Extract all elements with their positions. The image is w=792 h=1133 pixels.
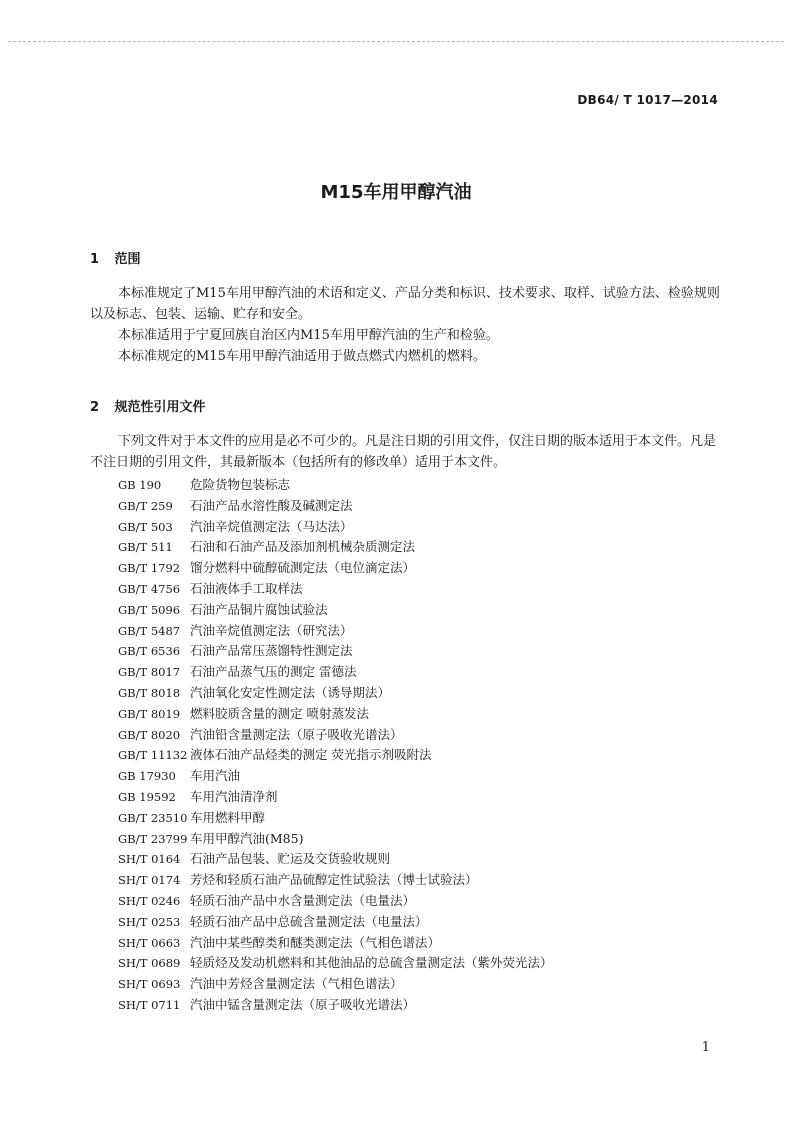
reference-title: 车用汽油清净剂 xyxy=(190,788,278,804)
reference-title: 石油液体手工取样法 xyxy=(190,580,303,596)
reference-item xyxy=(118,537,553,558)
reference-code: SH/T 0711 xyxy=(118,997,181,1012)
section-2-heading xyxy=(90,396,206,415)
reference-item xyxy=(118,974,553,995)
reference-title: 馏分燃料中硫醇硫测定法（电位滴定法） xyxy=(190,560,416,576)
reference-item xyxy=(118,787,553,808)
reference-item xyxy=(118,725,553,746)
document-code: DB64/ T 1017—2014 xyxy=(577,93,718,107)
reference-item xyxy=(118,579,553,600)
reference-code: GB/T 23510 xyxy=(118,810,188,825)
section-title: 范围 xyxy=(114,252,141,267)
reference-code: GB/T 5096 xyxy=(118,602,181,617)
reference-title: 轻质石油产品中总硫含量测定法（电量法） xyxy=(190,913,428,929)
reference-title: 轻质烃及发动机燃料和其他油品的总硫含量测定法（紫外荧光法） xyxy=(190,955,553,971)
reference-title: 汽油铅含量测定法（原子吸收光谱法） xyxy=(190,726,403,742)
reference-code: GB/T 5487 xyxy=(118,623,181,638)
reference-title: 燃料胶质含量的测定 喷射蒸发法 xyxy=(190,705,369,721)
reference-code: GB 190 xyxy=(118,478,162,492)
reference-title: 车用甲醇汽油(M85) xyxy=(190,830,304,846)
reference-item xyxy=(118,933,553,954)
reference-title: 汽油辛烷值测定法（研究法） xyxy=(190,622,353,638)
reference-item xyxy=(118,558,553,579)
reference-code: SH/T 0246 xyxy=(118,893,181,908)
reference-code: SH/T 0663 xyxy=(118,935,181,950)
reference-item xyxy=(118,517,553,538)
reference-item xyxy=(118,829,553,850)
reference-item xyxy=(118,475,553,496)
reference-code: GB/T 8019 xyxy=(118,706,181,721)
reference-title: 石油和石油产品及添加剂机械杂质测定法 xyxy=(190,539,416,555)
reference-item xyxy=(118,766,553,787)
reference-item xyxy=(118,662,553,683)
reference-code: GB/T 8017 xyxy=(118,665,181,680)
normative-references-list xyxy=(118,475,553,1016)
reference-code: GB/T 1792 xyxy=(118,561,181,576)
reference-title: 石油产品蒸气压的测定 雷德法 xyxy=(190,664,357,680)
reference-code: SH/T 0253 xyxy=(118,914,181,929)
reference-title: 芳烃和轻质石油产品硫醇定性试验法（博士试验法） xyxy=(190,872,478,888)
reference-title: 汽油氧化安定性测定法（诱导期法） xyxy=(190,684,391,700)
reference-title: 轻质石油产品中水含量测定法（电量法） xyxy=(190,892,416,908)
reference-item xyxy=(118,641,553,662)
scan-top-rule xyxy=(8,41,784,42)
reference-title: 石油产品铜片腐蚀试验法 xyxy=(190,601,328,617)
reference-item xyxy=(118,912,553,933)
page-number: 1 xyxy=(701,1040,710,1055)
reference-item xyxy=(118,995,553,1016)
section-1-paragraph-2: 本标准适用于宁夏回族自治区内M15车用甲醇汽油的生产和检验。 xyxy=(118,328,499,343)
reference-code: GB/T 11132 xyxy=(118,748,188,763)
reference-title: 危险货物包装标志 xyxy=(190,477,291,492)
reference-code: GB 19592 xyxy=(118,789,176,804)
reference-code: GB/T 8020 xyxy=(118,727,181,742)
reference-title: 石油产品水溶性酸及碱测定法 xyxy=(190,497,353,513)
section-number: 2 xyxy=(90,400,100,415)
reference-code: GB/T 8018 xyxy=(118,685,181,700)
reference-code: GB/T 23799 xyxy=(118,831,188,846)
section-2-intro: 下列文件对于本文件的应用是必不可少的。凡是注日期的引用文件，仅注日期的版本适用于本文件。凡是不注日期的引用文件，其最新版本（包括所有的修改单）适用于本文件。 xyxy=(90,434,717,470)
reference-title: 汽油中某些醇类和醚类测定法（气相色谱法） xyxy=(190,934,441,950)
reference-title: 石油产品包装、贮运及交货验收规则 xyxy=(190,851,391,867)
reference-item xyxy=(118,621,553,642)
section-number: 1 xyxy=(90,252,100,267)
reference-item xyxy=(118,849,553,870)
reference-item xyxy=(118,683,553,704)
reference-code: GB 17930 xyxy=(118,769,176,784)
reference-code: GB/T 503 xyxy=(118,519,173,534)
page-title: M15车用甲醇汽油 xyxy=(320,182,472,203)
reference-code: SH/T 0689 xyxy=(118,956,181,971)
section-1-heading xyxy=(90,248,141,267)
reference-title: 车用燃料甲醇 xyxy=(190,809,266,825)
reference-item xyxy=(118,745,553,766)
reference-item xyxy=(118,808,553,829)
reference-code: GB/T 4756 xyxy=(118,581,181,596)
reference-code: GB/T 511 xyxy=(118,540,173,555)
reference-code: SH/T 0164 xyxy=(118,852,181,867)
reference-item xyxy=(118,704,553,725)
reference-title: 车用汽油 xyxy=(190,768,241,784)
reference-title: 液体石油产品烃类的测定 荧光指示剂吸附法 xyxy=(190,747,432,763)
reference-item xyxy=(118,953,553,974)
reference-item xyxy=(118,496,553,517)
reference-code: SH/T 0693 xyxy=(118,977,181,992)
section-1-paragraph-1: 本标准规定了M15车用甲醇汽油的术语和定义、产品分类和标识、技术要求、取样、试验方法、检验规则以及标志、包装、运输、贮存和安全。 xyxy=(90,286,720,322)
reference-code: GB/T 259 xyxy=(118,498,173,513)
reference-title: 汽油辛烷值测定法（马达法） xyxy=(190,518,353,534)
section-title: 规范性引用文件 xyxy=(114,400,206,415)
reference-title: 石油产品常压蒸馏特性测定法 xyxy=(190,643,353,659)
reference-title: 汽油中锰含量测定法（原子吸收光谱法） xyxy=(190,996,416,1012)
reference-item xyxy=(118,870,553,891)
reference-code: GB/T 6536 xyxy=(118,644,181,659)
reference-title: 汽油中芳烃含量测定法（气相色谱法） xyxy=(190,976,403,992)
section-1-paragraph-3: 本标准规定的M15车用甲醇汽油适用于做点燃式内燃机的燃料。 xyxy=(118,349,486,364)
reference-item xyxy=(118,891,553,912)
reference-code: SH/T 0174 xyxy=(118,873,181,888)
reference-item xyxy=(118,600,553,621)
